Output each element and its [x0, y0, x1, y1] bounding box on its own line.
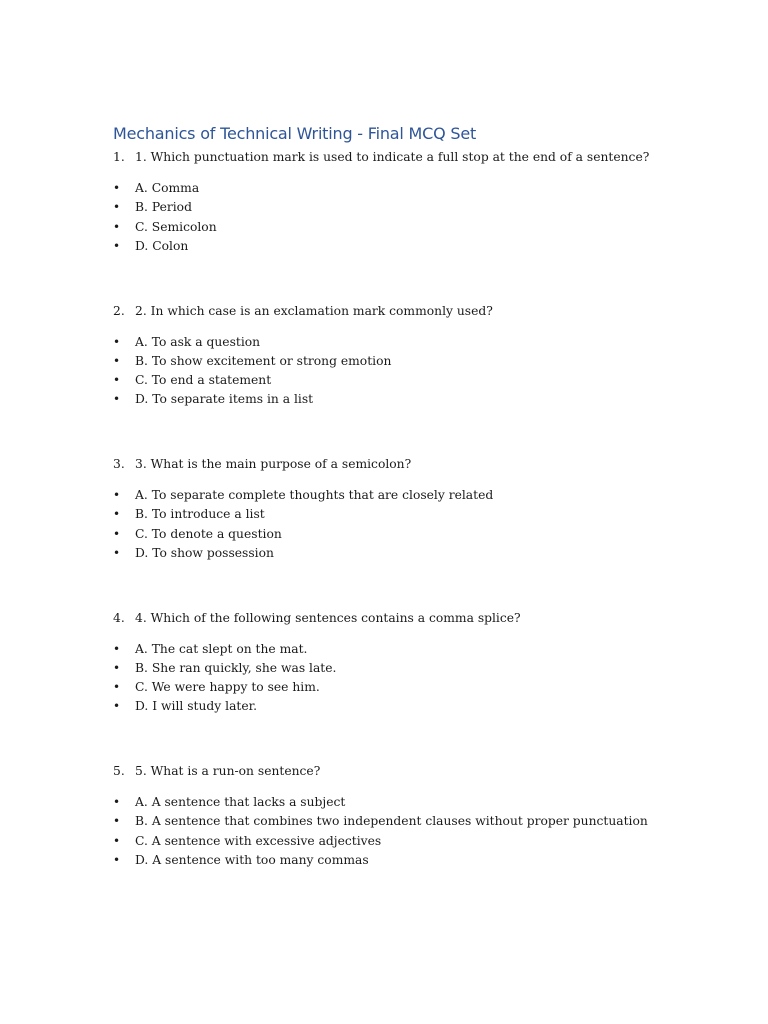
bullet-icon: • [113, 795, 121, 809]
option-text: C. Semicolon [135, 219, 217, 234]
question-text: 4. Which of the following sentences contains a comma splice? [135, 610, 521, 625]
bullet-icon: • [113, 334, 121, 349]
question-number: 3. [113, 457, 125, 471]
question-number: 1. [113, 150, 125, 164]
question-block [113, 764, 733, 872]
option-item [113, 181, 733, 200]
question-block [113, 150, 733, 258]
option-text: A. The cat slept on the mat. [135, 641, 308, 656]
option-item [113, 853, 733, 872]
option-text: A. A sentence that lacks a subject [135, 795, 346, 809]
option-item [113, 220, 733, 239]
option-item [113, 546, 733, 565]
option-list [113, 795, 733, 872]
option-text: B. A sentence that combines two independent clauses without proper punctuation [135, 814, 648, 829]
option-item [113, 834, 733, 853]
option-text: C. We were happy to see him. [135, 680, 320, 695]
bullet-icon: • [113, 852, 121, 867]
bullet-icon: • [113, 545, 121, 560]
option-list [113, 335, 733, 412]
option-item [113, 335, 733, 354]
option-text: B. She ran quickly, she was late. [135, 660, 337, 675]
question-block [113, 611, 733, 719]
option-text: D. A sentence with too many commas [135, 852, 369, 867]
option-text: C. To end a statement [135, 373, 272, 388]
question-text: 5. What is a run-on sentence? [135, 764, 321, 778]
option-item [113, 507, 733, 526]
bullet-icon: • [113, 507, 121, 522]
option-item [113, 527, 733, 546]
option-item [113, 661, 733, 680]
option-item [113, 392, 733, 411]
option-text: D. I will study later. [135, 699, 258, 714]
option-text: D. Colon [135, 238, 189, 253]
question-line [113, 611, 733, 631]
question-text: 3. What is the main purpose of a semicolon? [135, 457, 412, 471]
option-text: D. To separate items in a list [135, 392, 314, 407]
bullet-icon: • [113, 526, 121, 541]
option-text: B. Period [135, 200, 192, 215]
option-item [113, 680, 733, 699]
bullet-icon: • [113, 181, 121, 195]
question-number: 4. [113, 610, 125, 625]
question-line [113, 764, 733, 784]
bullet-icon: • [113, 238, 121, 253]
question-number: 5. [113, 764, 125, 778]
option-item [113, 354, 733, 373]
option-item [113, 814, 733, 833]
option-text: C. A sentence with excessive adjectives [135, 833, 382, 848]
option-item [113, 239, 733, 258]
option-list [113, 488, 733, 565]
question-block [113, 304, 733, 412]
question-text: 1. Which punctuation mark is used to indicate a full stop at the end of a sentence? [135, 150, 650, 164]
option-text: B. To show excitement or strong emotion [135, 353, 392, 368]
option-item [113, 488, 733, 507]
bullet-icon: • [113, 373, 121, 388]
bullet-icon: • [113, 660, 121, 675]
option-text: A. To ask a question [135, 334, 261, 349]
option-item [113, 795, 733, 814]
bullet-icon: • [113, 392, 121, 407]
question-text: 2. In which case is an exclamation mark commonly used? [135, 303, 493, 318]
option-item [113, 642, 733, 661]
bullet-icon: • [113, 200, 121, 215]
question-line [113, 150, 733, 170]
bullet-icon: • [113, 353, 121, 368]
bullet-icon: • [113, 699, 121, 714]
bullet-icon: • [113, 814, 121, 829]
question-block [113, 457, 733, 565]
option-item [113, 200, 733, 219]
bullet-icon: • [113, 833, 121, 848]
bullet-icon: • [113, 488, 121, 502]
option-list [113, 181, 733, 258]
question-number: 2. [113, 303, 125, 318]
option-list [113, 642, 733, 719]
question-line [113, 304, 733, 324]
question-line [113, 457, 733, 477]
option-item [113, 373, 733, 392]
bullet-icon: • [113, 680, 121, 695]
option-text: D. To show possession [135, 545, 274, 560]
option-text: C. To denote a question [135, 526, 282, 541]
document-title: Mechanics of Technical Writing - Final MCQ Set [113, 124, 477, 143]
option-text: B. To introduce a list [135, 507, 265, 522]
option-text: A. To separate complete thoughts that are closely related [135, 488, 494, 502]
bullet-icon: • [113, 219, 121, 234]
bullet-icon: • [113, 641, 121, 656]
option-text: A. Comma [135, 181, 200, 195]
option-item [113, 699, 733, 718]
